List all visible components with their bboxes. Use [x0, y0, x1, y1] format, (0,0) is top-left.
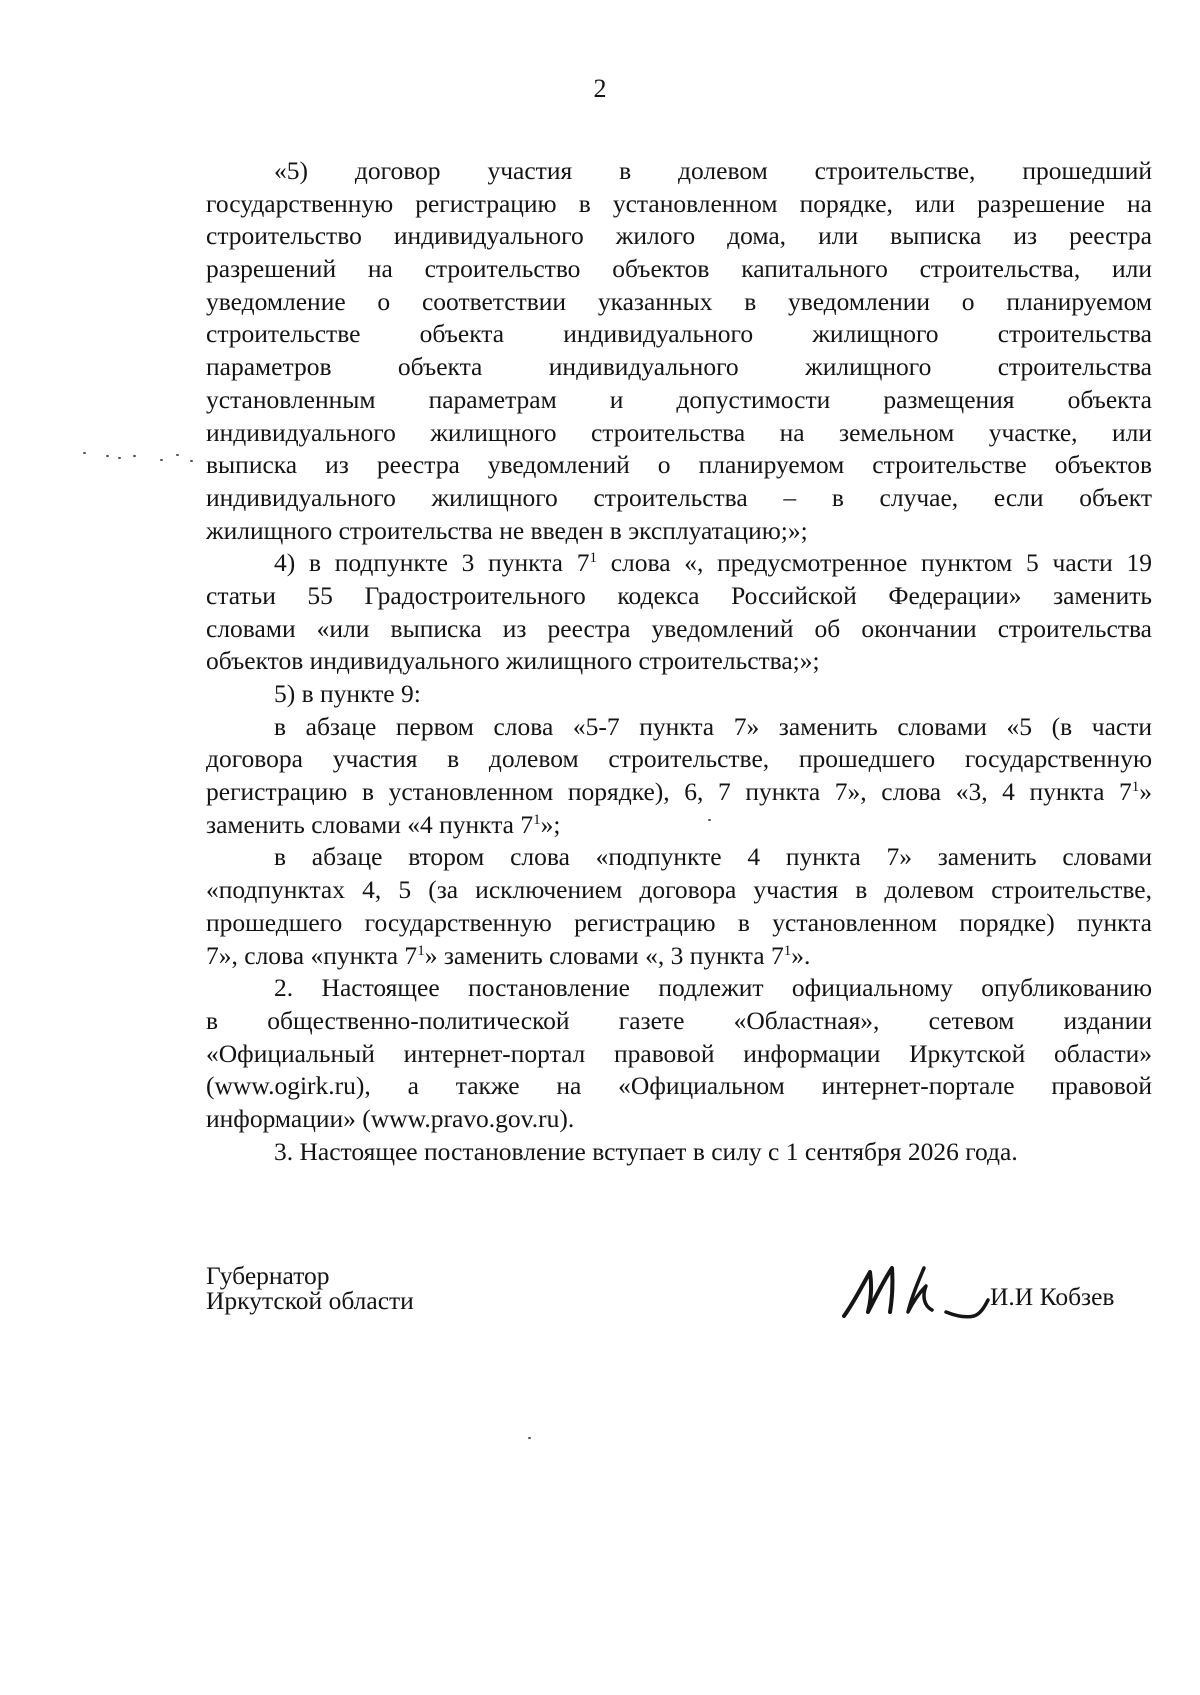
- text-line: словами «или выписка из реестра уведомлений об окончании строительства: [206, 613, 1152, 643]
- text-line: выписка из реестра уведомлений о планируемом строительстве объектов: [206, 450, 1152, 480]
- text-segment: ».: [791, 940, 811, 970]
- scan-speck: [106, 455, 109, 457]
- text-segment: »;: [540, 809, 561, 839]
- text-segment: 4) в подпункте 3 пункта 7: [274, 548, 590, 578]
- paragraph-item-5-point-9: [206, 678, 1152, 972]
- text-segment: »: [1139, 777, 1152, 807]
- text-line: индивидуального жилищного строительства – в случае, если объект: [206, 482, 1152, 512]
- paragraph-point-2: [206, 972, 1152, 1135]
- text-line: объектов индивидуального жилищного строительства;»;: [206, 646, 820, 676]
- signatory-title: [206, 1263, 414, 1313]
- scan-speck: [176, 454, 179, 456]
- scan-speck: [708, 819, 711, 821]
- text-line: (www.ogirk.ru), а также на «Официальном интернет-портале правовой: [206, 1071, 1152, 1101]
- text-line: в общественно-политической газете «Областная», сетевом издании: [206, 1005, 1152, 1035]
- text-line: жилищного строительства не введен в эксплуатацию;»;: [206, 515, 808, 545]
- scan-speck: [528, 1437, 531, 1439]
- text-line: [206, 940, 1152, 973]
- text-line: индивидуального жилищного строительства на земельном участке, или: [206, 417, 1152, 447]
- text-line: уведомление о соответствии указанных в уведомлении о планируемом: [206, 286, 1152, 316]
- paragraph-item-4: [206, 547, 1152, 678]
- scan-speck: [190, 460, 193, 462]
- text-line: в абзаце первом слова «5-7 пункта 7» заменить словами «5 (в части: [274, 711, 1152, 741]
- page-number: 2: [593, 74, 607, 103]
- text-line: строительстве объекта индивидуального жилищного строительства: [206, 319, 1152, 349]
- text-segment: » заменить словами «, 3 пункта 7: [424, 940, 784, 970]
- text-line: [206, 776, 1152, 809]
- scan-speck: [133, 455, 136, 457]
- text-line: в абзаце втором слова «подпункте 4 пункта 7» заменить словами: [274, 842, 1152, 872]
- text-segment: 7», слова «пункта 7: [206, 940, 418, 970]
- superscript: 1: [1131, 779, 1140, 796]
- signatory-position: Губернатор: [206, 1261, 330, 1290]
- text-line: параметров объекта индивидуального жилищного строительства: [206, 352, 1152, 382]
- text-line: договора участия в долевом строительстве, прошедшего государственную: [206, 744, 1152, 774]
- superscript: 1: [417, 942, 425, 959]
- document-body: [206, 155, 1152, 1168]
- superscript: 1: [533, 811, 541, 828]
- superscript: 1: [589, 550, 597, 567]
- text-line: «5) договор участия в долевом строительстве, прошедший: [274, 156, 1152, 185]
- subparagraph-second: [206, 841, 1152, 972]
- text-line: статьи 55 Градостроительного кодекса Российской Федерации» заменить: [206, 580, 1152, 610]
- text-segment: слова «, предусмотренное пунктом 5 части 19: [596, 548, 1152, 578]
- text-line: 3. Настоящее постановление вступает в силу с 1 сентября 2026 года.: [274, 1136, 1018, 1166]
- text-segment: заменить словами «4 пункта 7: [206, 809, 534, 839]
- text-line: «подпунктах 4, 5 (за исключением договора участия в долевом строительстве,: [206, 875, 1152, 905]
- paragraph-item-5: [206, 155, 1152, 547]
- text-line: [206, 547, 1152, 580]
- signatory-name: И.И Кобзев: [990, 1282, 1115, 1311]
- text-line: установленным параметрам и допустимости размещения объекта: [206, 384, 1152, 414]
- scan-speck: [83, 452, 86, 454]
- text-line: государственную регистрацию в установленном порядке, или разрешение на: [206, 188, 1152, 218]
- text-line: «Официальный интернет-портал правовой информации Иркутской области»: [206, 1038, 1152, 1068]
- text-line: информации» (www.pravo.gov.ru).: [206, 1103, 575, 1133]
- text-line: 2. Настоящее постановление подлежит официальному опубликованию: [274, 973, 1152, 1003]
- subheading: 5) в пункте 9:: [274, 679, 421, 708]
- text-segment: регистрацию в установленном порядке), 6, 7 пункта 7», слова «3, 4 пункта 7: [206, 777, 1132, 807]
- text-line: прошедшего государственную регистрацию в установленном порядке) пункта: [206, 907, 1152, 937]
- signatory-region: Иркутской области: [206, 1286, 414, 1315]
- scan-speck: [118, 457, 121, 459]
- superscript: 1: [783, 942, 792, 959]
- paragraph-point-3: [206, 1136, 1152, 1169]
- subparagraph-first: [206, 711, 1152, 842]
- handwritten-signature: [838, 1250, 1008, 1322]
- text-line: разрешений на строительство объектов капитального строительства, или: [206, 254, 1152, 284]
- scan-speck: [160, 459, 163, 461]
- text-line: [206, 809, 1152, 842]
- text-line: строительство индивидуального жилого дома, или выписка из реестра: [206, 221, 1152, 251]
